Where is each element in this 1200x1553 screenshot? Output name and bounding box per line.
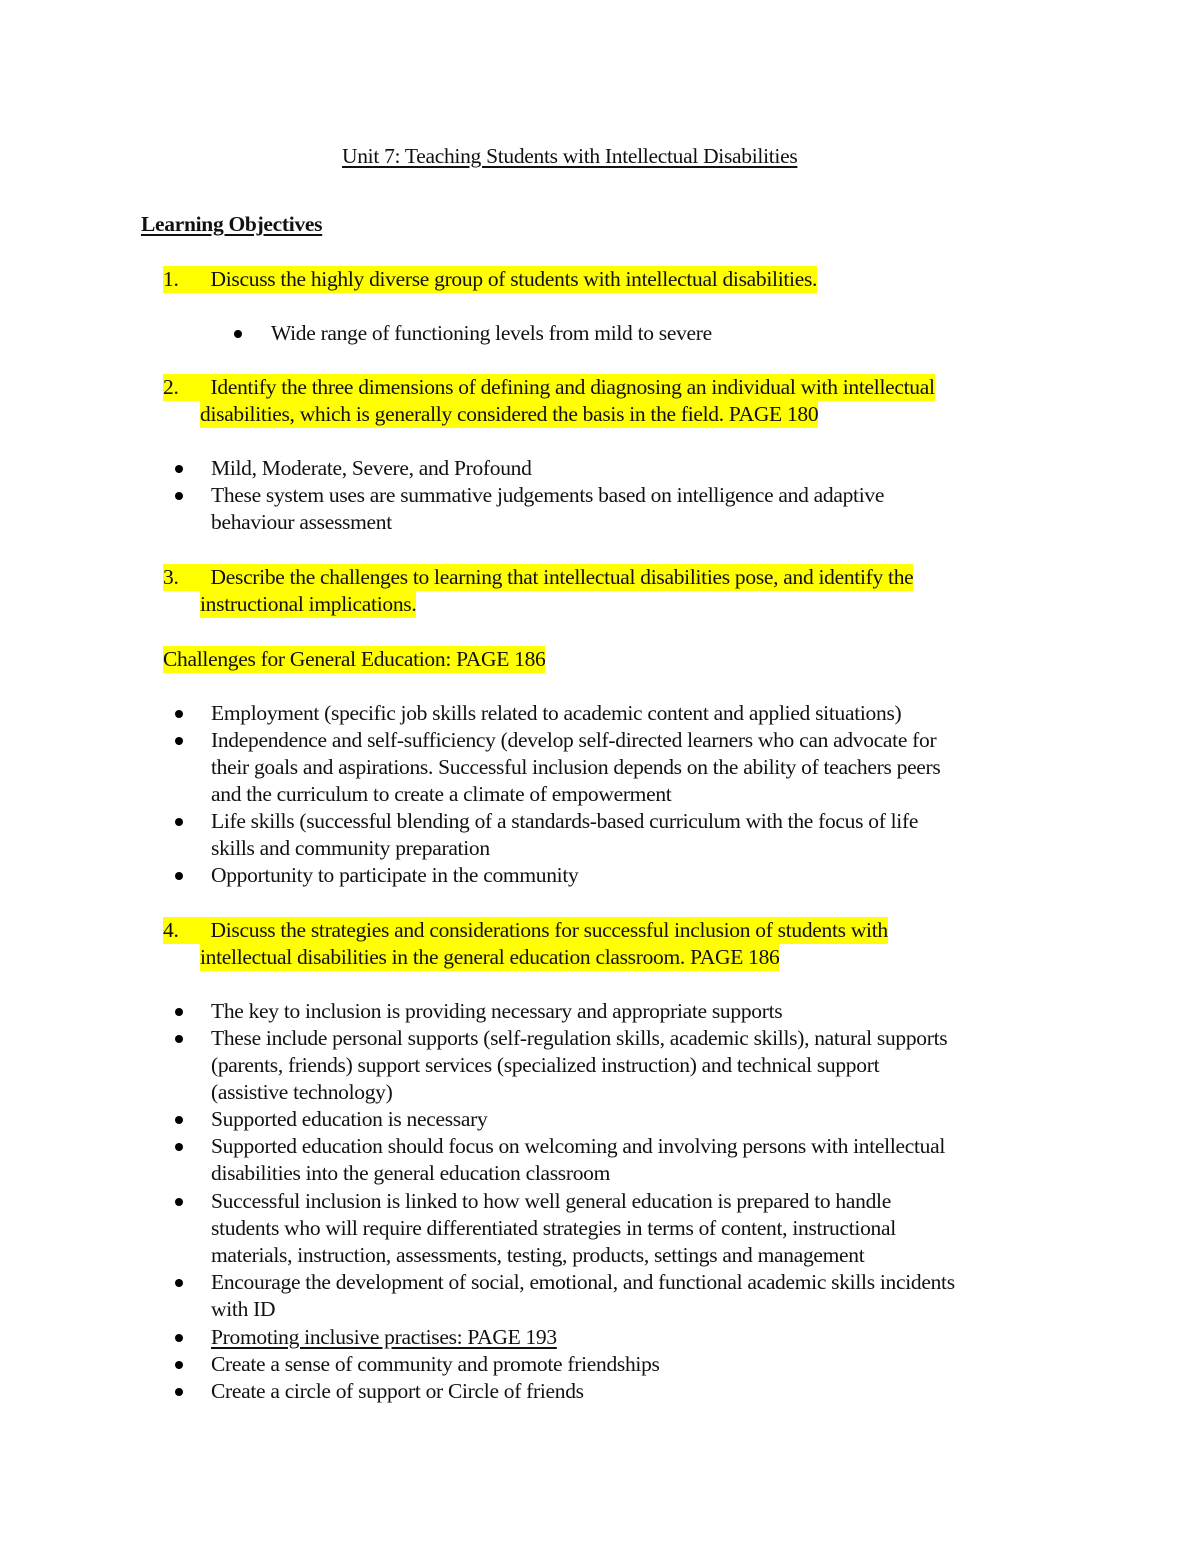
objective-text: Describe the challenges to learning that intellectual disabilities pose, and identify the	[210, 565, 914, 589]
list-item: The key to inclusion is providing necessary and appropriate supports	[211, 999, 783, 1023]
list-item: Supported education should focus on welcoming and involving persons with intellectual	[211, 1134, 946, 1158]
list-item-underlined: Promoting inclusive practises: PAGE 193	[211, 1325, 557, 1349]
list-item-continuation: skills and community preparation	[211, 836, 490, 860]
list-item: Encourage the development of social, emotional, and functional academic skills incidents	[211, 1270, 955, 1294]
objective-number: 2.	[163, 375, 179, 399]
bullet-icon	[175, 1279, 183, 1287]
list-item-continuation: disabilities into the general education classroom	[211, 1161, 611, 1185]
objective-1	[163, 266, 817, 293]
objective-4-line-2: intellectual disabilities in the general education classroom. PAGE 186	[200, 945, 780, 969]
objective-number: 1.	[163, 267, 179, 291]
list-item: Employment (specific job skills related to academic content and applied situations)	[211, 701, 902, 725]
list-item-continuation: (parents, friends) support services (specialized instruction) and technical support	[211, 1053, 880, 1077]
list-item: Supported education is necessary	[211, 1107, 488, 1131]
objective-text: Discuss the strategies and considerations for successful inclusion of students with	[210, 918, 888, 942]
challenges-subheading: Challenges for General Education: PAGE 186	[163, 647, 546, 671]
bullet-icon	[175, 465, 183, 473]
list-item-continuation: behaviour assessment	[211, 510, 392, 534]
bullet-icon	[175, 492, 183, 500]
bullet-icon	[175, 1116, 183, 1124]
bullet-icon	[175, 1388, 183, 1396]
list-item-continuation: (assistive technology)	[211, 1080, 393, 1104]
bullet-icon	[175, 1035, 183, 1043]
bullet-icon	[175, 818, 183, 826]
objective-3-line-2: instructional implications.	[200, 592, 417, 616]
list-item: Wide range of functioning levels from mild to severe	[271, 321, 712, 345]
list-item-continuation: and the curriculum to create a climate of empowerment	[211, 782, 672, 806]
objective-4	[163, 917, 888, 944]
bullet-icon	[175, 1008, 183, 1016]
list-item: Create a circle of support or Circle of friends	[211, 1379, 584, 1403]
objective-2	[163, 374, 935, 401]
bullet-icon	[175, 1198, 183, 1206]
list-item: Life skills (successful blending of a standards-based curriculum with the focus of life	[211, 809, 919, 833]
list-item: Mild, Moderate, Severe, and Profound	[211, 456, 532, 480]
bullet-icon	[175, 1334, 183, 1342]
document-title: Unit 7: Teaching Students with Intellectual Disabilities	[342, 144, 798, 168]
bullet-icon	[175, 872, 183, 880]
bullet-icon	[175, 710, 183, 718]
objective-2-line-2: disabilities, which is generally considered the basis in the field. PAGE 180	[200, 402, 819, 426]
list-item-continuation: materials, instruction, assessments, testing, products, settings and management	[211, 1243, 865, 1267]
list-item: Independence and self-sufficiency (develop self-directed learners who can advocate for	[211, 728, 937, 752]
list-item: These system uses are summative judgements based on intelligence and adaptive	[211, 483, 885, 507]
bullet-icon	[175, 737, 183, 745]
objective-number: 4.	[163, 918, 179, 942]
objective-3	[163, 564, 913, 591]
objective-text: Discuss the highly diverse group of students with intellectual disabilities.	[210, 267, 818, 291]
objective-text: Identify the three dimensions of defining and diagnosing an individual with intellectual	[210, 375, 935, 399]
list-item-continuation: their goals and aspirations. Successful inclusion depends on the ability of teachers peers	[211, 755, 941, 779]
bullet-icon	[175, 1143, 183, 1151]
bullet-icon	[234, 330, 242, 338]
list-item: Successful inclusion is linked to how well general education is prepared to handle	[211, 1189, 891, 1213]
objective-number: 3.	[163, 565, 179, 589]
list-item: Opportunity to participate in the community	[211, 863, 579, 887]
bullet-icon	[175, 1361, 183, 1369]
list-item: These include personal supports (self-regulation skills, academic skills), natural supports	[211, 1026, 948, 1050]
list-item-continuation: students who will require differentiated strategies in terms of content, instructional	[211, 1216, 896, 1240]
list-item-continuation: with ID	[211, 1297, 276, 1321]
list-item: Create a sense of community and promote friendships	[211, 1352, 660, 1376]
learning-objectives-heading: Learning Objectives	[141, 212, 323, 236]
